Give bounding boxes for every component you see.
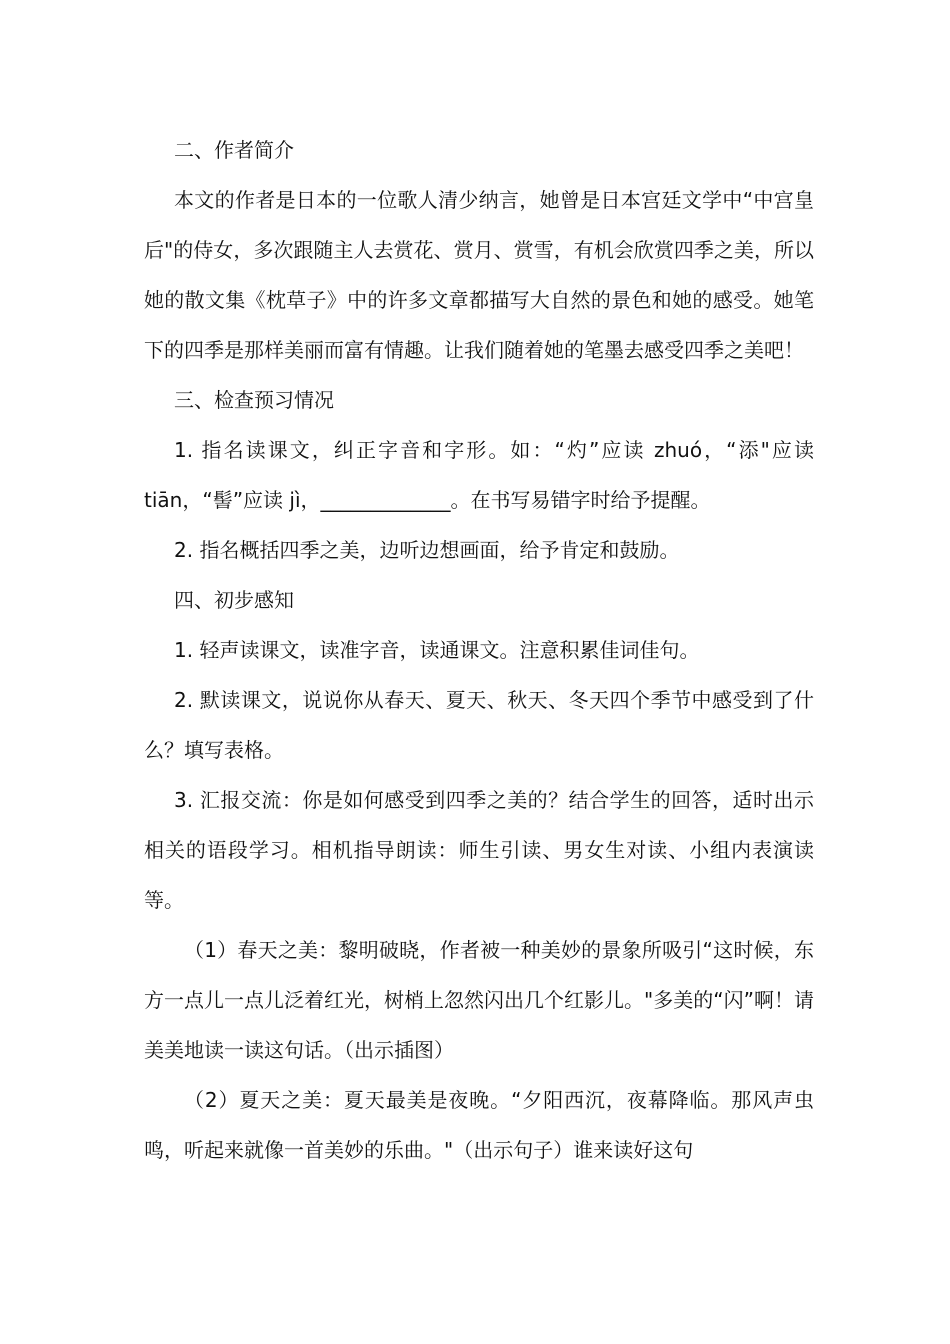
document-body	[144, 125, 814, 1175]
section-heading-initial-perception: 四、初步感知	[174, 588, 294, 612]
author-intro-paragraph: 本文的作者是日本的一位歌人清少纳言，她曾是日本宫廷文学中“中宫皇后"的侍女，多次跟随主人去赏花、赏月、赏雪，有机会欣赏四季之美，所以她的散文集《枕草子》中的许多文章都描写大自然的景色和她的感受。她笔下的四季是那样美丽而富有情趣。让我们随着她的笔墨去感受四季之美吧！	[144, 188, 814, 362]
preview-item-1-text: 1. 指名读课文，纠正字音和字形。如：“灼”应读 zhuó，“添"应读 tiān，“髻”应读 jì，	[144, 438, 814, 512]
preview-item-1	[144, 425, 814, 525]
summer-beauty-paragraph: （2）夏天之美：夏天最美是夜晚。“夕阳西沉，夜幕降临。那风声虫鸣，听起来就像一首美妙的乐曲。"（出示句子）谁来读好这句	[144, 1088, 814, 1162]
preview-item-1-text-end: 。在书写易错字时给予提醒。	[450, 488, 711, 512]
section-heading-preview-check: 三、检查预习情况	[174, 388, 334, 412]
spring-beauty-paragraph: （1）春天之美：黎明破晓，作者被一种美妙的景象所吸引“这时候，东方一点儿一点儿泛着红光，树梢上忽然闪出几个红影儿。"多美的“闪”啊！请美美地读一读这句话。（出示插图）	[144, 938, 814, 1062]
perception-item-3: 3. 汇报交流：你是如何感受到四季之美的？结合学生的回答，适时出示相关的语段学习。相机指导朗读：师生引读、男女生对读、小组内表演读等。	[144, 788, 814, 912]
preview-item-2: 2. 指名概括四季之美，边听边想画面，给予肯定和鼓励。	[174, 538, 680, 562]
perception-item-2: 2. 默读课文，说说你从春天、夏天、秋天、冬天四个季节中感受到了什么？填写表格。	[144, 688, 814, 762]
perception-item-1: 1. 轻声读课文，读准字音，读通课文。注意积累佳词佳句。	[174, 638, 700, 662]
fill-in-blank: _____________	[320, 488, 451, 512]
section-heading-author-intro: 二、作者简介	[174, 138, 294, 162]
